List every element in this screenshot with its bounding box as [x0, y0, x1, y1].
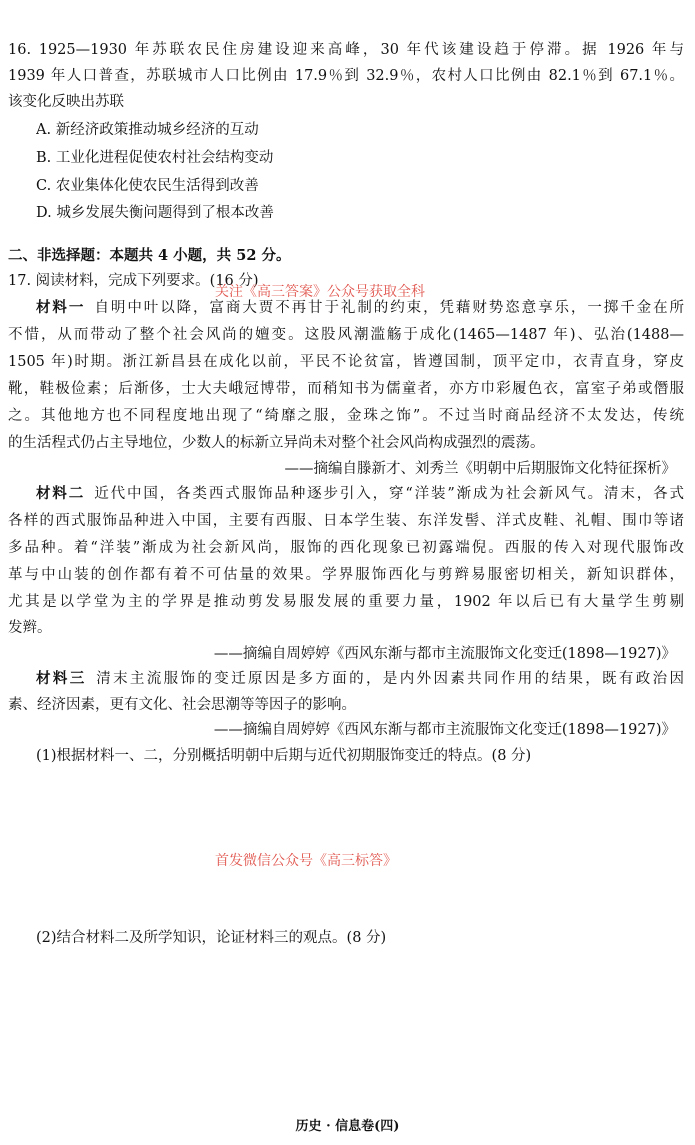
material-1-line-5: 之。其他地方也不同程度地出现了“绮靡之服，金珠之饰”。不过当时商品经济不太发达，传统: [8, 408, 684, 424]
material-2-line-4: 革与中山装的创作都有着不可估量的效果。学界服饰西化与剪辫易服密切相关，新知识群体，: [8, 567, 684, 583]
material-3-source: ——摘编自周婷婷《西风东渐与都市主流服饰文化变迁(1898—1927)》: [213, 722, 676, 738]
material-2-line-2: 各样的西式服饰品种进入中国，主要有西服、日本学生装、东洋发髻、洋式皮鞋、礼帽、围巾等诸: [8, 513, 684, 529]
watermark-top: 关注《高三答案》公众号获取全科: [215, 284, 425, 300]
material-3-text-1: 清末主流服饰的变迁原因是多方面的，是内外因素共同作用的结果，既有政治因: [93, 671, 684, 687]
material-1-line-6: 的生活程式仍占主导地位，少数人的标新立异尚未对整个社会风尚构成强烈的震荡。: [8, 435, 545, 451]
page-footer: 历史 · 信息卷(四): [295, 1119, 400, 1134]
q17-sub-2: (2)结合材料二及所学知识，论证材料三的观点。(8 分): [36, 930, 387, 946]
q16-option-b: B. 工业化进程促使农村社会结构变动: [36, 150, 274, 166]
section-2-title: 二、非选择题：本题共 4 小题，共 52 分。: [8, 247, 291, 264]
material-1-line-4: 靴，鞋极俭素；后渐侈，士大夫峨冠博带，而稍知书为儒童者，亦方巾彩履色衣，富室子弟或僭服: [8, 381, 684, 397]
material-1-text-1: 自明中叶以降，富商大贾不再甘于礼制的约束，凭藉财势恣意享乐，一掷千金在所: [92, 300, 684, 316]
material-2-line-1: [36, 481, 684, 507]
material-2-label: 材料二: [36, 485, 86, 502]
q16-line-1: 16. 1925—1930 年苏联农民住房建设迎来高峰，30 年代该建设趋于停滞。据 1926 年与: [8, 42, 684, 58]
q17-sub-1: (1)根据材料一、二，分别概括明朝中后期与近代初期服饰变迁的特点。(8 分): [36, 748, 532, 764]
material-3-line-1: [36, 666, 684, 692]
material-2-line-6: 发辫。: [8, 620, 52, 636]
material-3-label: 材料三: [36, 670, 87, 687]
q16-option-c: C. 农业集体化使农民生活得到改善: [36, 178, 259, 194]
q16-option-a: A. 新经济政策推动城乡经济的互动: [36, 122, 259, 138]
q16-line-2: 1939 年人口普查，苏联城市人口比例由 17.9％到 32.9％，农村人口比例由 82.1％到 67.1％。: [8, 68, 684, 84]
material-1-label: 材料一: [36, 299, 86, 316]
q17-stem: 17. 阅读材料，完成下列要求。(16 分): [8, 273, 259, 289]
material-2-line-5: 尤其是以学堂为主的学界是推动剪发易服发展的重要力量，1902 年以后已有大量学生剪剔: [8, 594, 684, 610]
material-2-line-3: 多品种。着“洋装”渐成为社会新风尚，服饰的西化现象已初露端倪。西服的传入对现代服饰改: [8, 540, 684, 556]
material-3-line-2: 素、经济因素，更有文化、社会思潮等等因子的影响。: [8, 697, 356, 713]
watermark-middle: 首发微信公众号《高三标答》: [215, 853, 397, 869]
material-2-text-1: 近代中国，各类西式服饰品种逐步引入，穿“洋装”渐成为社会新风气。清末，各式: [92, 486, 684, 502]
material-1-line-2: 不惜，从而带动了整个社会风尚的嬗变。这股风潮滥觞于成化(1465—1487 年)、弘治(1488—: [8, 327, 684, 343]
q16-line-3: 该变化反映出苏联: [8, 94, 124, 110]
material-1-line-1: [36, 295, 684, 321]
q16-option-d: D. 城乡发展失衡问题得到了根本改善: [36, 205, 274, 221]
material-1-source: ——摘编自滕新才、刘秀兰《明朝中后期服饰文化特征探析》: [284, 461, 676, 477]
material-2-source: ——摘编自周婷婷《西风东渐与都市主流服饰文化变迁(1898—1927)》: [213, 646, 676, 662]
material-1-line-3: 1505 年)时期。浙江新昌县在成化以前，平民不论贫富，皆遵国制，顶平定巾，衣青直身，穿皮: [8, 354, 684, 370]
